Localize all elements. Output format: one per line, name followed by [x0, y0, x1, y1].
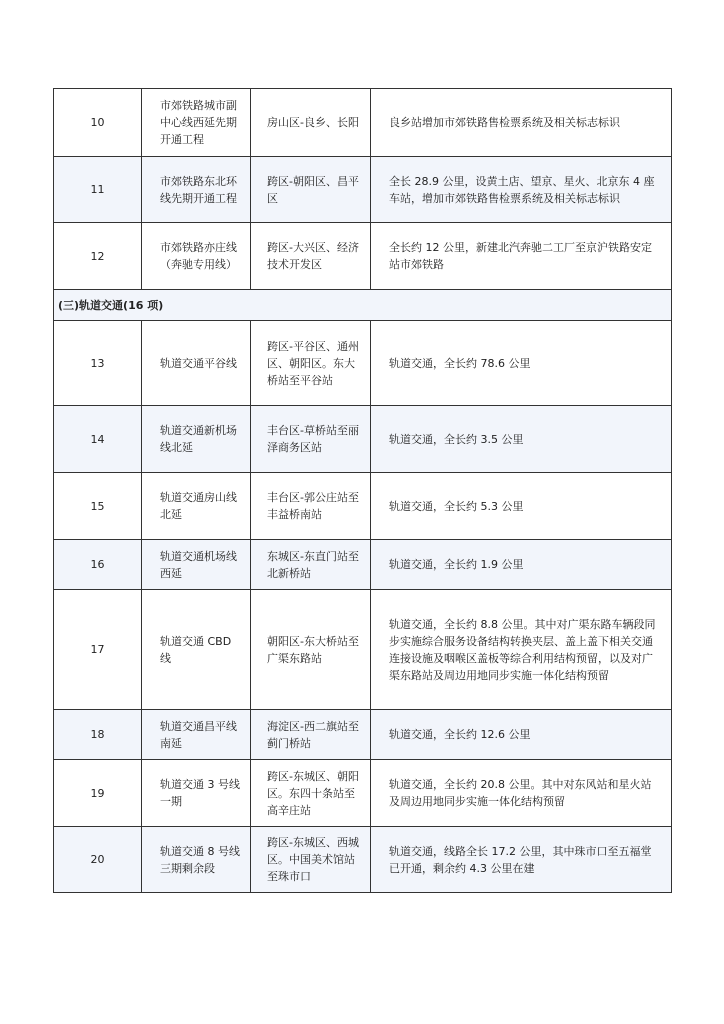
table-row — [54, 321, 672, 406]
row-number: 15 — [54, 473, 142, 540]
row-number: 10 — [54, 89, 142, 157]
project-name: 轨道交通机场线西延 — [142, 540, 251, 590]
project-location: 跨区-朝阳区、昌平区 — [251, 157, 371, 223]
table-row — [54, 223, 672, 290]
project-name: 轨道交通新机场线北延 — [142, 406, 251, 473]
project-description: 轨道交通，全长约 78.6 公里 — [371, 321, 672, 406]
project-table — [53, 88, 672, 893]
table-row — [54, 540, 672, 590]
project-name: 轨道交通昌平线南延 — [142, 710, 251, 760]
table-row — [54, 827, 672, 893]
project-description: 轨道交通，全长约 8.8 公里。其中对广渠东路车辆段同步实施综合服务设备结构转换夹层、盖上盖下相关交通连接设施及咽喉区盖板等综合利用结构预留，以及对广渠东路站及周边用地同步实施一体化结构预留 — [371, 590, 672, 710]
project-location: 丰台区-草桥站至丽泽商务区站 — [251, 406, 371, 473]
table-row — [54, 157, 672, 223]
project-name: 市郊铁路城市副中心线西延先期开通工程 — [142, 89, 251, 157]
project-location: 海淀区-西二旗站至蓟门桥站 — [251, 710, 371, 760]
project-name: 轨道交通 8 号线三期剩余段 — [142, 827, 251, 893]
project-location: 跨区-平谷区、通州区、朝阳区。东大桥站至平谷站 — [251, 321, 371, 406]
project-name: 市郊铁路亦庄线（奔驰专用线） — [142, 223, 251, 290]
row-number: 16 — [54, 540, 142, 590]
project-location: 房山区-良乡、长阳 — [251, 89, 371, 157]
project-description: 全长约 12 公里，新建北汽奔驰二工厂至京沪铁路安定站市郊铁路 — [371, 223, 672, 290]
project-description: 轨道交通，全长约 1.9 公里 — [371, 540, 672, 590]
project-name: 轨道交通平谷线 — [142, 321, 251, 406]
project-name: 市郊铁路东北环线先期开通工程 — [142, 157, 251, 223]
row-number: 11 — [54, 157, 142, 223]
row-number: 20 — [54, 827, 142, 893]
row-number: 14 — [54, 406, 142, 473]
table-row — [54, 590, 672, 710]
table-row — [54, 89, 672, 157]
table-row — [54, 473, 672, 540]
project-description: 良乡站增加市郊铁路售检票系统及相关标志标识 — [371, 89, 672, 157]
project-location: 丰台区-郭公庄站至丰益桥南站 — [251, 473, 371, 540]
table-row — [54, 760, 672, 827]
project-name: 轨道交通房山线北延 — [142, 473, 251, 540]
table-row — [54, 710, 672, 760]
section-heading: (三)轨道交通(16 项) — [54, 290, 672, 321]
project-description: 轨道交通，全长约 12.6 公里 — [371, 710, 672, 760]
project-location: 朝阳区-东大桥站至广渠东路站 — [251, 590, 371, 710]
row-number: 17 — [54, 590, 142, 710]
table-row — [54, 406, 672, 473]
project-name: 轨道交通 CBD 线 — [142, 590, 251, 710]
project-description: 轨道交通，全长约 5.3 公里 — [371, 473, 672, 540]
row-number: 19 — [54, 760, 142, 827]
row-number: 18 — [54, 710, 142, 760]
section-row — [54, 290, 672, 321]
project-description: 轨道交通，线路全长 17.2 公里，其中珠市口至五福堂已开通，剩余约 4.3 公里在建 — [371, 827, 672, 893]
project-description: 轨道交通，全长约 3.5 公里 — [371, 406, 672, 473]
project-location: 东城区-东直门站至北新桥站 — [251, 540, 371, 590]
row-number: 12 — [54, 223, 142, 290]
project-location: 跨区-东城区、西城区。中国美术馆站至珠市口 — [251, 827, 371, 893]
project-name: 轨道交通 3 号线一期 — [142, 760, 251, 827]
row-number: 13 — [54, 321, 142, 406]
project-location: 跨区-东城区、朝阳区。东四十条站至高辛庄站 — [251, 760, 371, 827]
project-description: 全长 28.9 公里，设黄土店、望京、星火、北京东 4 座车站，增加市郊铁路售检票系统及相关标志标识 — [371, 157, 672, 223]
project-location: 跨区-大兴区、经济技术开发区 — [251, 223, 371, 290]
project-description: 轨道交通，全长约 20.8 公里。其中对东风站和星火站及周边用地同步实施一体化结构预留 — [371, 760, 672, 827]
